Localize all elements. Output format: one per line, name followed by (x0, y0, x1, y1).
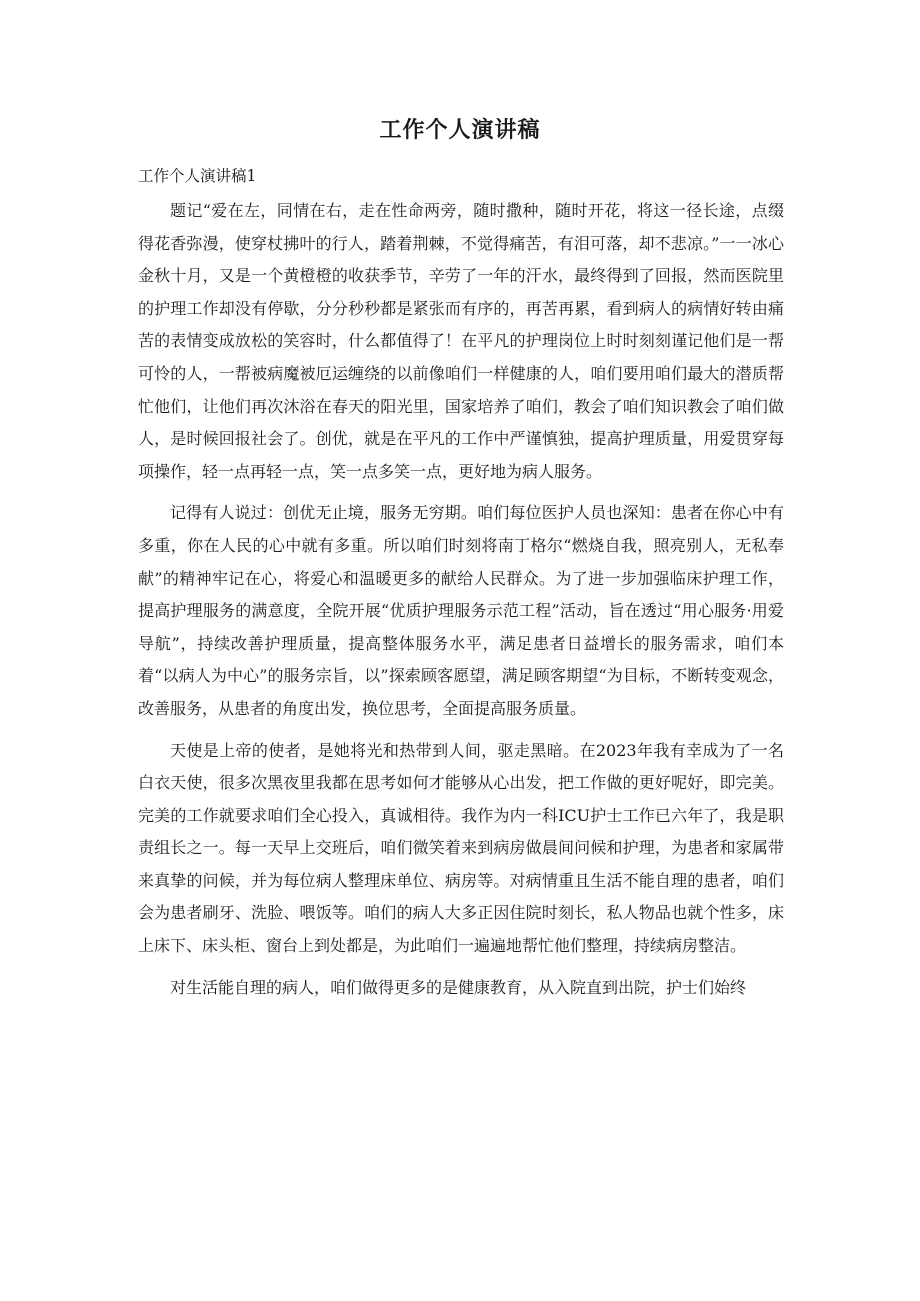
document-body (138, 195, 784, 1013)
document-title: 工作个人演讲稿 (379, 118, 541, 143)
paragraph: 题记“爱在左，同情在右，走在性命两旁，随时撒种，随时开花，将这一径长途，点缀得花香弥漫，使穿杖拂叶的行人，踏着荆棘，不觉得痛苦，有泪可落，却不悲凉。”一一冰心金秋十月，又是一个黄橙橙的收获季节，辛劳了一年的汗水，最终得到了回报，然而医院里的护理工作却没有停歇，分分秒秒都是紧张而有序的，再苦再累，看到病人的病情好转由痛苦的表情变成放松的笑容时，什么都值得了！在平凡的护理岗位上时时刻刻谨记他们是一帮可怜的人，一帮被病魔被厄运缠绕的以前像咱们一样健康的人，咱们要用咱们最大的潜质帮忙他们，让他们再次沐浴在春天的阳光里，国家培养了咱们，教会了咱们知识教会了咱们做人，是时候回报社会了。创优，就是在平凡的工作中严谨慎独，提高护理质量，用爱贯穿每项操作，轻一点再轻一点，笑一点多笑一点，更好地为病人服务。 (138, 201, 784, 481)
paragraph: 记得有人说过：创优无止境，服务无穷期。咱们每位医护人员也深知：患者在你心中有多重，你在人民的心中就有多重。所以咱们时刻将南丁格尔“燃烧自我，照亮别人，无私奉献”的精神牢记在心，将爱心和温暖更多的献给人民群众。为了进一步加强临床护理工作，提高护理服务的满意度，全院开展“优质护理服务示范工程”活动，旨在透过“用心服务·用爱导航”，持续改善护理质量，提高整体服务水平，满足患者日益增长的服务需求，咱们本着“以病人为中心”的服务宗旨，以”探索顾客愿望，满足顾客期望“为目标，不断转变观念，改善服务，从患者的角度出发，换位思考，全面提高服务质量。 (138, 503, 784, 718)
section-heading: 工作个人演讲稿1 (138, 167, 257, 185)
paragraph: 对生活能自理的病人，咱们做得更多的是健康教育，从入院直到出院，护士们始终 (170, 977, 747, 997)
paragraph: 天使是上帝的使者，是她将光和热带到人间，驱走黑暗。在2023年我有幸成为了一名白衣天使，很多次黑夜里我都在思考如何才能够从心出发，把工作做的更好呢好，即完美。完美的工作就要求咱们全心投入，真诚相待。我作为内一科ICU护士工作已六年了，我是职责组长之一。每一天早上交班后，咱们微笑着来到病房做晨间问候和护理，为患者和家属带来真挚的问候，并为每位病人整理床单位、病房等。对病情重且生活不能自理的患者，咱们会为患者刷牙、洗脸、喂饭等。咱们的病人大多正因住院时刻长，私人物品也就个性多，床上床下、床头柜、窗台上到处都是，为此咱们一遍遍地帮忙他们整理，持续病房整洁。 (138, 740, 784, 956)
